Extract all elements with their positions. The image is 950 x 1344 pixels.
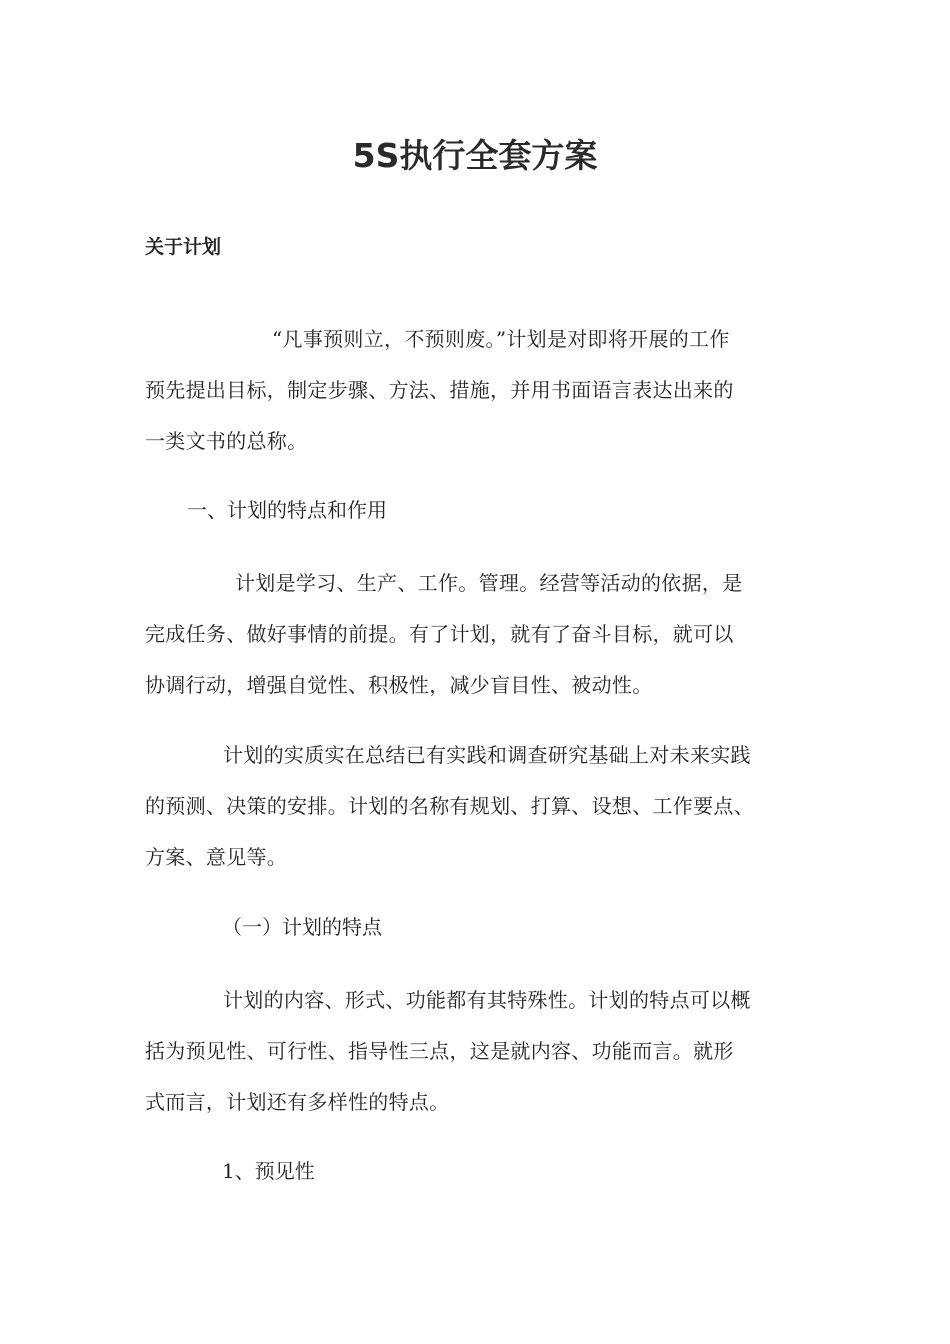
paragraph-line: 括为预见性、可行性、指导性三点，这是就内容、功能而言。就形	[145, 1039, 734, 1063]
paragraph-line: 式而言，计划还有多样性的特点。	[145, 1090, 450, 1114]
paragraph-line: 计划是学习、生产、工作。管理。经营等活动的依据，是	[235, 571, 743, 595]
subheading-plan-features: （一）计划的特点	[222, 915, 382, 939]
paragraph-line: “凡事预则立，不预则废。”计划是对即将开展的工作	[272, 327, 730, 351]
paragraph-line: 计划的实质实在总结已有实践和调查研究基础上对未来实践	[223, 743, 751, 767]
paragraph-line: 预先提出目标，制定步骤、方法、措施，并用书面语言表达出来的	[145, 378, 734, 402]
paragraph-line: 方案、意见等。	[145, 845, 288, 869]
document-title: 5S执行全套方案	[352, 136, 598, 175]
paragraph-plan-essence	[145, 730, 805, 883]
paragraph-plan-basis	[145, 558, 805, 711]
paragraph-line: 完成任务、做好事情的前提。有了计划，就有了奋斗目标，就可以	[145, 622, 734, 646]
paragraph-line: 协调行动，增强自觉性、积极性，减少盲目性、被动性。	[145, 673, 653, 697]
paragraph-line: 的预测、决策的安排。计划的名称有规划、打算、设想、工作要点、	[145, 794, 754, 818]
subheading-features-and-role: 一、计划的特点和作用	[187, 498, 387, 522]
paragraph-intro	[145, 314, 805, 467]
paragraph-plan-characteristics	[145, 975, 805, 1128]
paragraph-line: 一类文书的总称。	[145, 429, 308, 453]
subheading-foresight: 1、预见性	[222, 1159, 315, 1183]
section-heading: 关于计划	[145, 236, 222, 258]
paragraph-line: 计划的内容、形式、功能都有其特殊性。计划的特点可以概	[223, 988, 751, 1012]
